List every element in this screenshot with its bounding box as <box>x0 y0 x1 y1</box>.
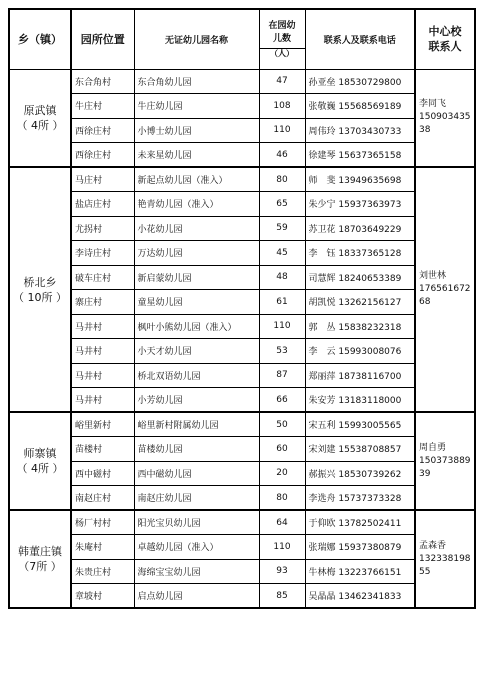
contact-cell: 朱少宁 15937363973 <box>305 192 415 217</box>
village-cell: 西徐庄村 <box>71 143 134 168</box>
header-count-line1: 在园幼 <box>268 20 296 31</box>
kindergarten-name-cell: 枫叶小熊幼儿园（准入） <box>134 314 259 339</box>
table-row <box>9 363 475 388</box>
kindergarten-name-cell: 海绵宝宝幼儿园 <box>134 559 259 584</box>
kindergarten-name-cell: 童星幼儿园 <box>134 290 259 315</box>
kindergarten-table <box>8 8 476 609</box>
center-contact-name: 孟森香 <box>419 540 447 551</box>
kindergarten-name-cell: 新启蒙幼儿园 <box>134 265 259 290</box>
kindergarten-name-cell: 东合角幼儿园 <box>134 69 259 94</box>
center-contact-name: 刘世林 <box>419 271 447 281</box>
center-contact-cell <box>415 510 475 608</box>
kindergarten-name-cell: 新起点幼儿园（准入） <box>134 167 259 192</box>
village-cell: 马井村 <box>71 363 134 388</box>
kindergarten-name-cell: 万达幼儿园 <box>134 241 259 266</box>
village-cell: 尤拐村 <box>71 216 134 241</box>
contact-cell: 郑丽萍 18738116700 <box>305 363 415 388</box>
kindergarten-name-cell: 苗楼幼儿园 <box>134 437 259 462</box>
contact-cell: 周伟玲 13703430733 <box>305 118 415 143</box>
kindergarten-name-cell: 牛庄幼儿园 <box>134 94 259 119</box>
contact-cell: 郭 丛 15838232318 <box>305 314 415 339</box>
table-row <box>9 143 475 168</box>
contact-cell: 宋五利 15993005565 <box>305 412 415 437</box>
child-count-cell: 80 <box>259 167 305 192</box>
contact-cell: 宋刘建 15538708857 <box>305 437 415 462</box>
table-row <box>9 314 475 339</box>
village-cell: 朱庵村 <box>71 535 134 560</box>
child-count-cell: 53 <box>259 339 305 364</box>
header-town: 乡（镇） <box>9 9 71 69</box>
child-count-cell: 87 <box>259 363 305 388</box>
child-count-cell: 60 <box>259 437 305 462</box>
table-row <box>9 584 475 609</box>
town-name: 原武镇 <box>23 103 57 117</box>
village-cell: 马井村 <box>71 388 134 413</box>
contact-cell: 张敬巍 15568569189 <box>305 94 415 119</box>
table-row <box>9 388 475 413</box>
center-contact-phone: 15090343538 <box>419 112 471 136</box>
table-row <box>9 510 475 535</box>
village-cell: 杨厂村村 <box>71 510 134 535</box>
village-cell: 章坡村 <box>71 584 134 609</box>
village-cell: 盐店庄村 <box>71 192 134 217</box>
center-contact-name: 周自勇 <box>419 442 447 453</box>
kindergarten-name-cell: 小天才幼儿园 <box>134 339 259 364</box>
child-count-cell: 64 <box>259 510 305 535</box>
header-count <box>259 9 305 69</box>
table-row <box>9 290 475 315</box>
table-row <box>9 216 475 241</box>
contact-cell: 司慧辉 18240653389 <box>305 265 415 290</box>
child-count-cell: 59 <box>259 216 305 241</box>
table-row <box>9 167 475 192</box>
table-row <box>9 192 475 217</box>
center-contact-name: 李同飞 <box>419 99 447 110</box>
child-count-cell: 108 <box>259 94 305 119</box>
contact-cell: 朱安芳 13183118000 <box>305 388 415 413</box>
village-cell: 西中磁村 <box>71 461 134 486</box>
child-count-cell: 48 <box>259 265 305 290</box>
village-cell: 东合角村 <box>71 69 134 94</box>
town-count-note: （ 10所 ） <box>13 290 67 304</box>
contact-cell: 孙亚垒 18530729800 <box>305 69 415 94</box>
kindergarten-name-cell: 阳光宝贝幼儿园 <box>134 510 259 535</box>
contact-cell: 师 斐 13949635698 <box>305 167 415 192</box>
table-row <box>9 241 475 266</box>
header-center-line1: 中心校 <box>428 25 462 39</box>
child-count-cell: 47 <box>259 69 305 94</box>
table-row <box>9 535 475 560</box>
center-contact-cell <box>415 412 475 510</box>
table-row <box>9 412 475 437</box>
village-cell: 马井村 <box>71 314 134 339</box>
kindergarten-name-cell: 桥北双语幼儿园 <box>134 363 259 388</box>
contact-cell: 张瑞娜 15937380879 <box>305 535 415 560</box>
child-count-cell: 20 <box>259 461 305 486</box>
child-count-cell: 110 <box>259 314 305 339</box>
table-body <box>9 69 475 608</box>
village-cell: 南赵庄村 <box>71 486 134 511</box>
child-count-cell: 45 <box>259 241 305 266</box>
kindergarten-name-cell: 未来星幼儿园 <box>134 143 259 168</box>
center-contact-phone: 13233819855 <box>419 553 471 577</box>
village-cell: 马庄村 <box>71 167 134 192</box>
child-count-cell: 50 <box>259 412 305 437</box>
town-cell <box>9 510 71 608</box>
kindergarten-name-cell: 峪里新村附属幼儿园 <box>134 412 259 437</box>
village-cell: 苗楼村 <box>71 437 134 462</box>
village-cell: 寨庄村 <box>71 290 134 315</box>
contact-cell: 徐建琴 15637365158 <box>305 143 415 168</box>
contact-cell: 李 云 15993008076 <box>305 339 415 364</box>
header-contact: 联系人及联系电话 <box>305 9 415 69</box>
child-count-cell: 93 <box>259 559 305 584</box>
header-village: 园所位置 <box>71 9 134 69</box>
town-name: 韩董庄镇 <box>18 545 62 558</box>
header-row <box>9 9 475 69</box>
header-center <box>415 9 475 69</box>
village-cell: 破车庄村 <box>71 265 134 290</box>
town-name: 桥北乡 <box>23 275 57 289</box>
town-cell <box>9 167 71 412</box>
kindergarten-name-cell: 启点幼儿园 <box>134 584 259 609</box>
village-cell: 朱贵庄村 <box>71 559 134 584</box>
contact-cell: 牛林梅 13223766151 <box>305 559 415 584</box>
contact-cell: 吴晶晶 13462341833 <box>305 584 415 609</box>
header-center-line2: 联系人 <box>428 40 462 54</box>
kindergarten-name-cell: 卓越幼儿园（准入） <box>134 535 259 560</box>
kindergarten-name-cell: 小博士幼儿园 <box>134 118 259 143</box>
table-row <box>9 339 475 364</box>
town-count-note: （ 4所 ） <box>16 462 64 475</box>
child-count-cell: 46 <box>259 143 305 168</box>
kindergarten-name-cell: 小花幼儿园 <box>134 216 259 241</box>
child-count-cell: 110 <box>259 118 305 143</box>
table-row <box>9 94 475 119</box>
kindergarten-name-cell: 南赵庄幼儿园 <box>134 486 259 511</box>
kindergarten-name-cell: 小芳幼儿园 <box>134 388 259 413</box>
village-cell: 牛庄村 <box>71 94 134 119</box>
center-contact-cell <box>415 167 475 412</box>
town-cell <box>9 69 71 167</box>
child-count-cell: 61 <box>259 290 305 315</box>
header-name: 无证幼儿园名称 <box>134 9 259 69</box>
village-cell: 李诗庄村 <box>71 241 134 266</box>
village-cell: 峪里新村 <box>71 412 134 437</box>
child-count-cell: 110 <box>259 535 305 560</box>
table-row <box>9 265 475 290</box>
child-count-cell: 66 <box>259 388 305 413</box>
table-row <box>9 461 475 486</box>
child-count-cell: 85 <box>259 584 305 609</box>
child-count-cell: 65 <box>259 192 305 217</box>
town-cell <box>9 412 71 510</box>
center-contact-cell <box>415 69 475 167</box>
child-count-cell: 80 <box>259 486 305 511</box>
contact-cell: 苏卫花 18703649229 <box>305 216 415 241</box>
town-count-note: （7所 ） <box>18 560 62 573</box>
contact-cell: 于仰欧 13782502411 <box>305 510 415 535</box>
kindergarten-name-cell: 西中磁幼儿园 <box>134 461 259 486</box>
contact-cell: 李 钰 18337365128 <box>305 241 415 266</box>
contact-cell: 李选舟 15737373328 <box>305 486 415 511</box>
contact-cell: 郝振兴 18530739262 <box>305 461 415 486</box>
table-row <box>9 118 475 143</box>
header-count-unit: （人） <box>260 48 305 59</box>
village-cell: 马井村 <box>71 339 134 364</box>
table-row <box>9 486 475 511</box>
town-count-note: （ 4所 ） <box>16 118 64 132</box>
header-count-line2: 儿数 <box>272 33 291 44</box>
table-row <box>9 559 475 584</box>
center-contact-phone: 15037388939 <box>419 455 471 479</box>
table-row <box>9 437 475 462</box>
contact-cell: 胡凯悦 13262156127 <box>305 290 415 315</box>
center-contact-phone: 17656167268 <box>419 284 471 307</box>
kindergarten-name-cell: 艳青幼儿园（准入） <box>134 192 259 217</box>
town-name: 师寨镇 <box>23 447 57 460</box>
village-cell: 西徐庄村 <box>71 118 134 143</box>
table-row <box>9 69 475 94</box>
